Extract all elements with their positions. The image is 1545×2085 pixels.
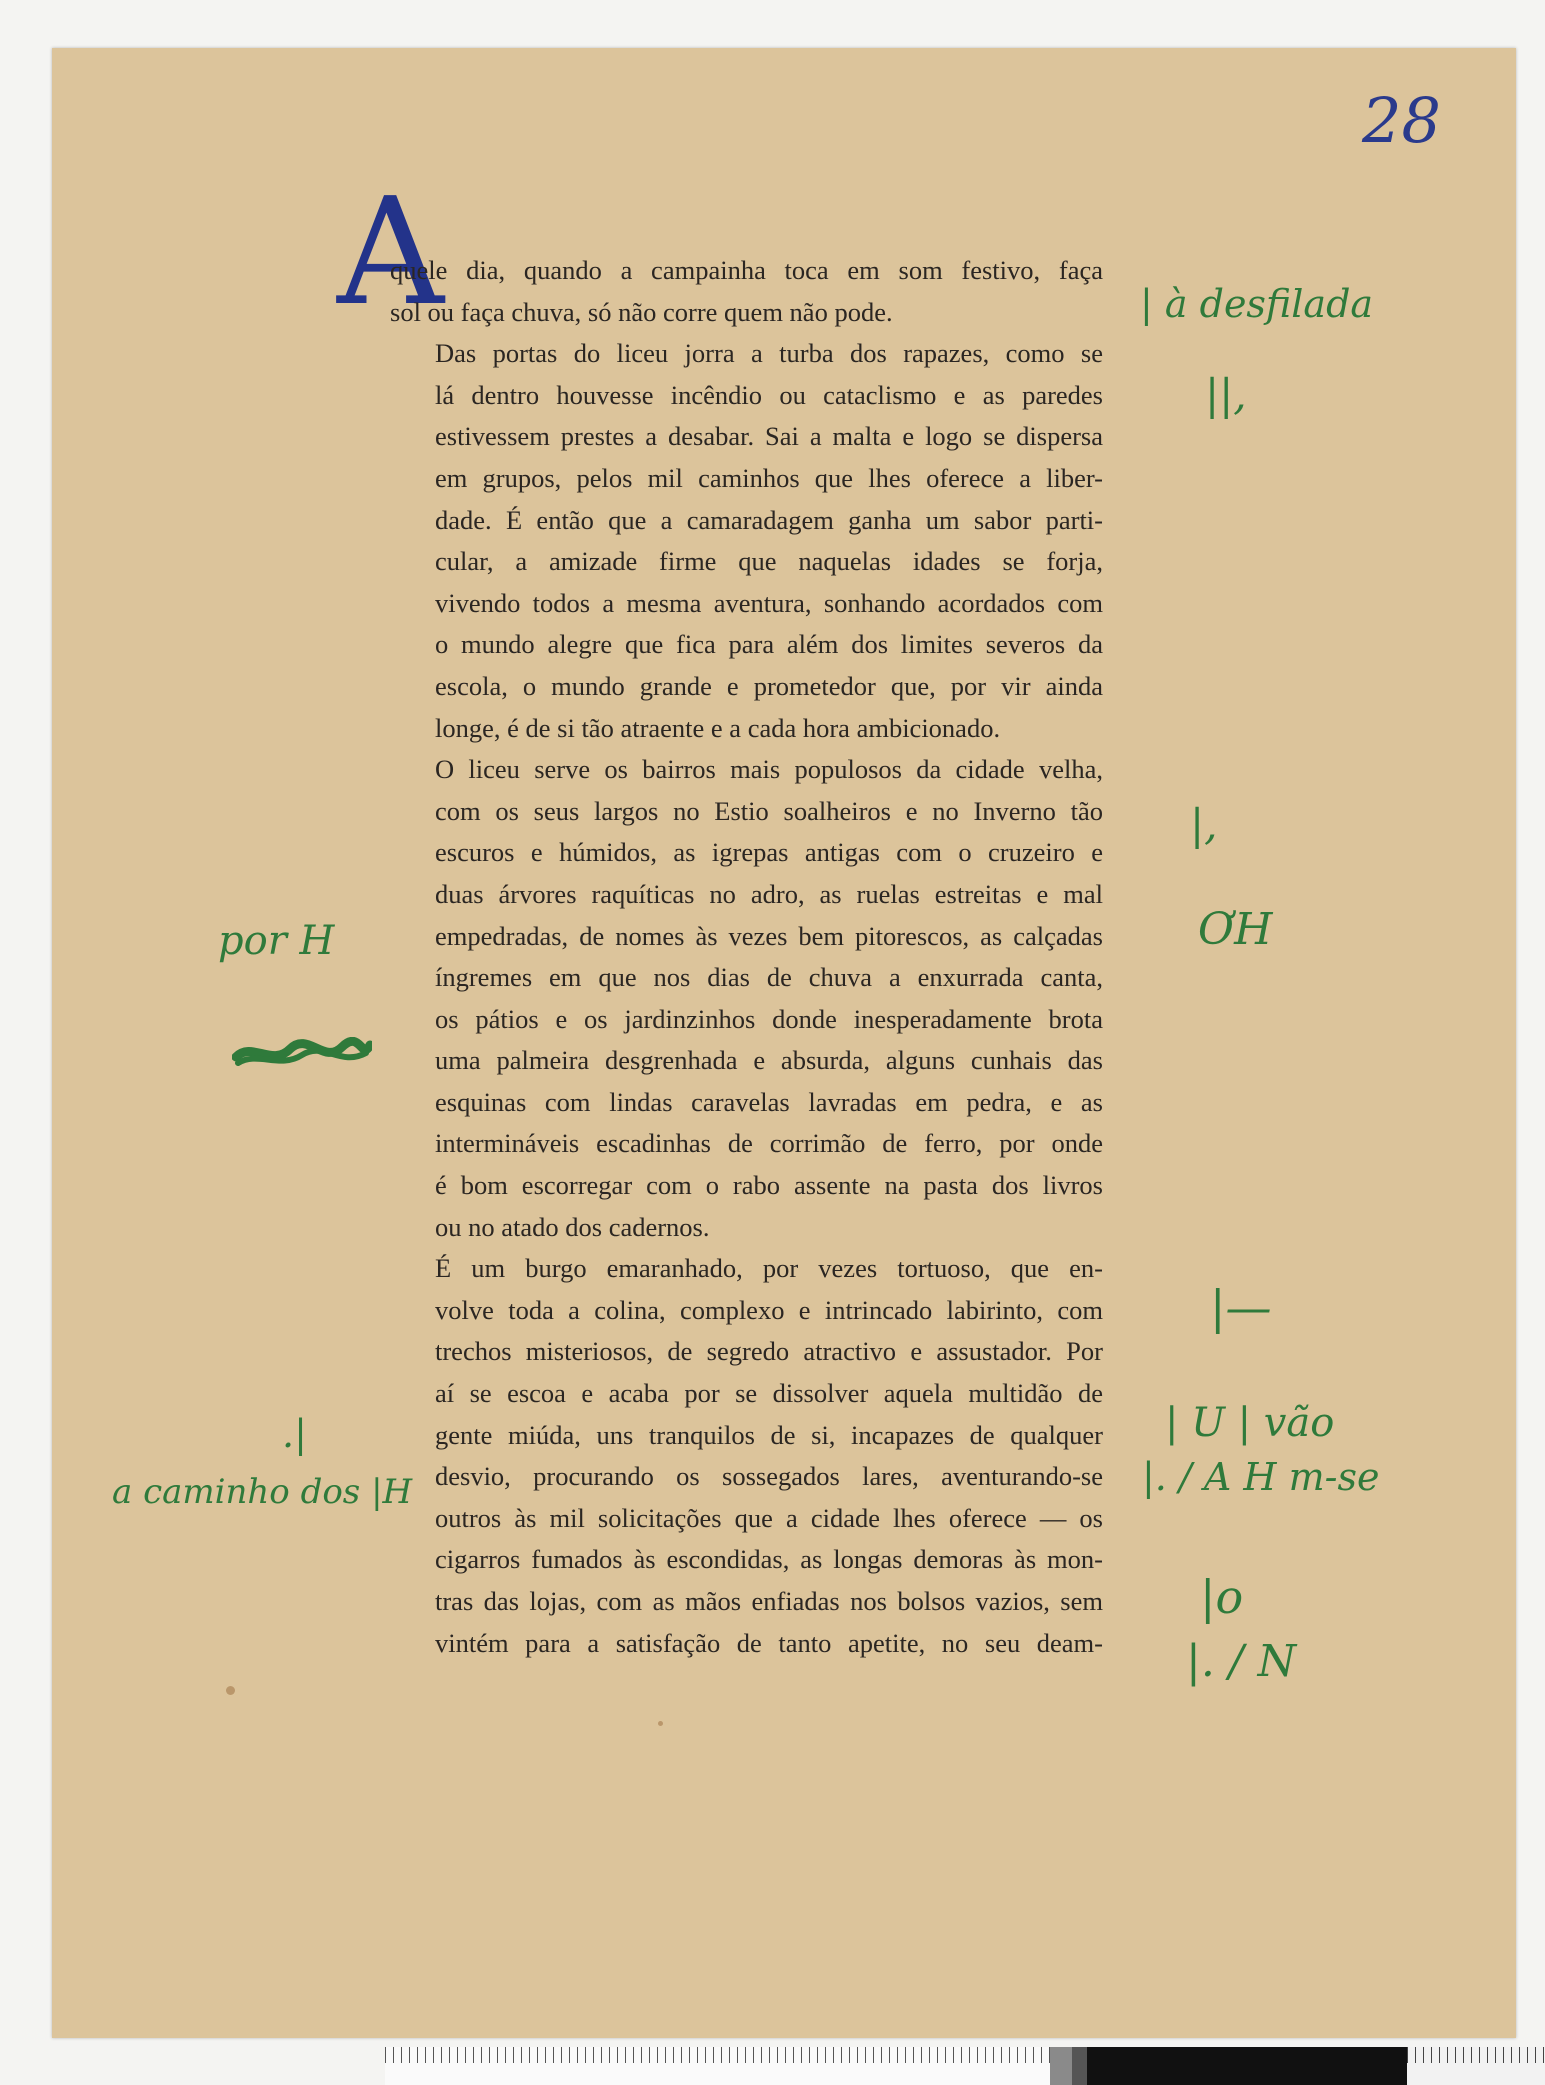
text-line: gente miúda, uns tranquilos de si, incapazes de qualquer [435,1419,1103,1450]
drop-cap: A [337,166,444,338]
text-line: os pátios e os jardinzinhos donde inesperadamente brota [435,1003,1103,1034]
text-line: intermináveis escadinhas de corrimão de ferro, por onde [435,1128,1103,1159]
margin-note-right: | à desfilada [1140,282,1374,326]
ruler-dark-patch [1072,2047,1087,2085]
margin-note-right: | U | vão [1165,1400,1335,1446]
margin-note-right: |. / A H m-se [1142,1455,1380,1499]
paragraph [390,250,1103,333]
page-number: 28 [1362,84,1441,157]
text-line: vivendo todos a mesma aventura, sonhando acordados com [435,587,1103,618]
ruler-gray-patch [1050,2047,1072,2085]
text-line: com os seus largos no Estio soalheiros e no Inverno tão [435,795,1103,826]
text-line: É um burgo emaranhado, por vezes tortuoso, que en- [435,1253,1103,1284]
text-line: tras das lojas, com as mãos enfiadas nos bolsos vazios, sem [435,1586,1103,1616]
text-line: dade. É então que a camaradagem ganha um sabor parti- [435,504,1103,535]
ruler-scale [1407,2047,1545,2085]
margin-note-right: |— [1210,1280,1272,1334]
text-line: empedradas, de nomes às vezes bem pitorescos, as calçadas [435,920,1103,951]
paragraph [390,749,1103,1248]
margin-note-left: por H [218,918,335,964]
margin-note-left: .| [282,1412,307,1456]
body-text [390,250,1103,1664]
text-line: o mundo alegre que fica para além dos limites severos da [435,629,1103,660]
text-line: duas árvores raquíticas no adro, as ruelas estreitas e mal [435,878,1103,909]
ruler-scale [385,2047,1050,2085]
text-line: aí se escoa e acaba por se dissolver aquela multidão de [435,1378,1103,1409]
text-line: escuros e húmidos, as igrepas antigas com o cruzeiro e [435,837,1103,868]
paper-stain [226,1686,235,1695]
margin-note-right: |o [1200,1570,1244,1624]
margin-note-left: a caminho dos |H [112,1472,413,1512]
text-line: cigarros fumados às escondidas, as longas demoras às mon- [435,1544,1103,1575]
text-line: cular, a amizade firme que naquelas idades se forja, [435,546,1103,577]
text-line: sol ou faça chuva, só não corre quem não pode. [390,296,893,327]
paper-stain [658,1721,663,1726]
text-line: uma palmeira desgrenhada e absurda, alguns cunhais das [435,1045,1103,1076]
scribble-mark [232,1037,372,1071]
text-line: trechos misteriosos, de segredo atractivo e assustador. Por [435,1336,1103,1367]
scan-ruler [385,2047,1545,2085]
margin-note-right: ƠH [1198,904,1273,955]
text-line: ou no atado dos cadernos. [435,1211,710,1242]
text-line: escola, o mundo grande e prometedor que, por vir ainda [435,670,1103,701]
ruler-black-patch [1087,2047,1407,2085]
text-line: longe, é de si tão atraente e a cada hora ambicionado. [435,712,1001,743]
text-line: desvio, procurando os sossegados lares, aventurando-se [435,1461,1103,1492]
text-line: O liceu serve os bairros mais populosos da cidade velha, [435,754,1103,785]
text-line: vintém para a satisfação de tanto apetite, no seu deam- [435,1627,1103,1658]
text-line: íngremes em que nos dias de chuva a enxurrada canta, [435,962,1103,993]
margin-note-right: |. / N [1186,1636,1297,1687]
margin-note-right: ||, [1205,370,1247,419]
text-line: volve toda a colina, complexo e intrincado labirinto, com [435,1294,1103,1325]
text-line: outros às mil solicitações que a cidade lhes oferece — os [435,1502,1103,1533]
text-line: lá dentro houvesse incêndio ou cataclismo e as paredes [435,379,1103,410]
text-line: é bom escorregar com o rabo assente na pasta dos livros [435,1170,1103,1201]
text-line: quele dia, quando a campainha toca em som festivo, faça [390,255,1103,285]
paragraph [390,333,1103,749]
paragraph [390,1248,1103,1664]
text-line: esquinas com lindas caravelas lavradas em pedra, e as [435,1086,1103,1117]
text-line: Das portas do liceu jorra a turba dos rapazes, como se [435,338,1103,369]
margin-note-right: |, [1190,800,1218,849]
text-line: em grupos, pelos mil caminhos que lhes oferece a liber- [435,462,1103,493]
text-line: estivessem prestes a desabar. Sai a malta e logo se dispersa [435,421,1103,452]
